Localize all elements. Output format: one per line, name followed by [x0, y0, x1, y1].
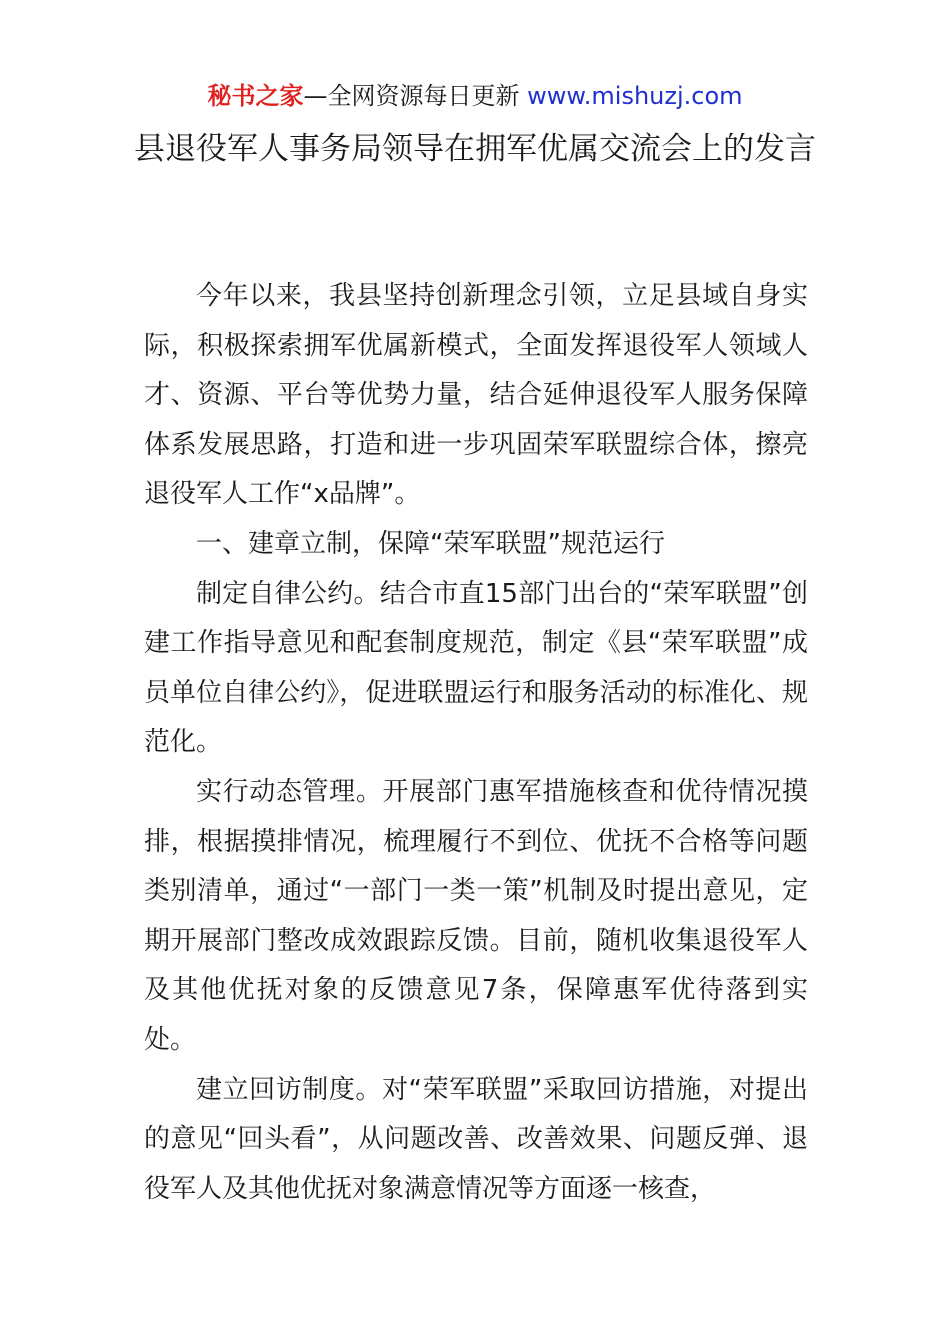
paragraph-intro: 今年以来，我县坚持创新理念引领，立足县域自身实际，积极探索拥军优属新模式，全面发挥退役军人领域人才、资源、平台等优势力量，结合延伸退役军人服务保障体系发展思路，打造和进一步巩固荣军联盟综合体，擦亮退役军人工作“x品牌”。	[144, 281, 808, 510]
document-body	[144, 272, 808, 1214]
document-title: 县退役军人事务局领导在拥军优属交流会上的发言	[134, 131, 816, 167]
section-heading-1: 一、建章立制，保障“荣军联盟”规范运行	[196, 528, 665, 559]
site-tagline: —全网资源每日更新	[303, 82, 528, 110]
site-brand: 秘书之家	[207, 82, 304, 110]
paragraph-dynamic-management: 实行动态管理。开展部门惠军措施核查和优待情况摸排，根据摸排情况，梳理履行不到位、优抚不合格等问题类别清单，通过“一部门一类一策”机制及时提出意见，定期开展部门整改成效跟踪反馈。目前，随机收集退役军人及其他优抚对象的反馈意见7条，保障惠军优待落到实处。	[144, 776, 808, 1055]
paragraph-follow-up-visits: 建立回访制度。对“荣军联盟”采取回访措施，对提出的意见“回头看”，从问题改善、改善效果、问题反弹、退役军人及其他优抚对象满意情况等方面逐一核查，	[144, 1074, 808, 1204]
site-url: www.mishuzj.com	[527, 82, 743, 110]
site-watermark-header	[0, 78, 950, 114]
paragraph-self-discipline: 制定自律公约。结合市直15部门出台的“荣军联盟”创建工作指导意见和配套制度规范，制定《县“荣军联盟”成员单位自律公约》，促进联盟运行和服务活动的标准化、规范化。	[144, 578, 808, 758]
